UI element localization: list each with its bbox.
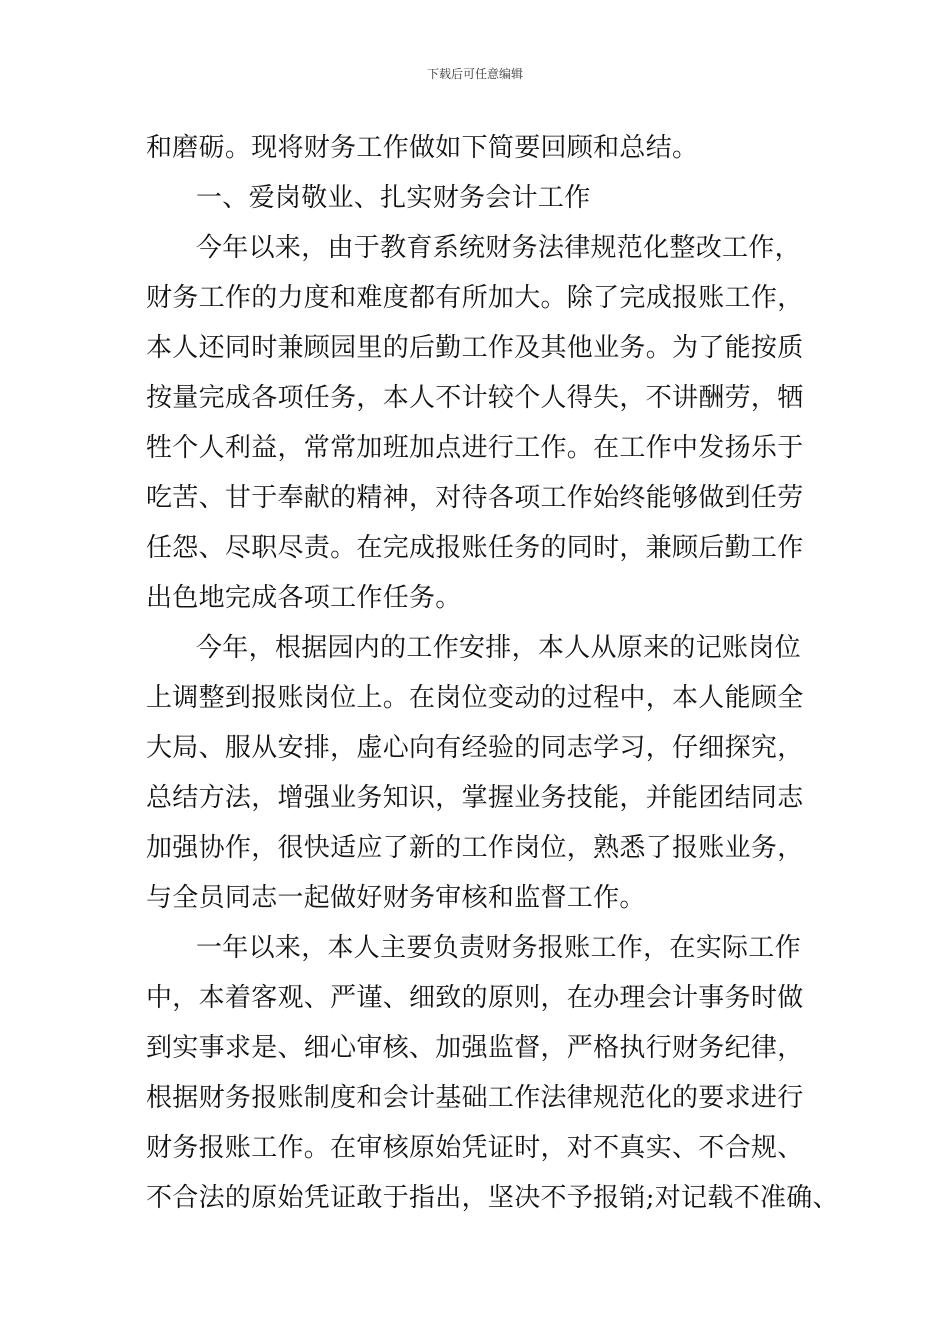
text-line: 中，本着客观、严谨、细致的原则，在办理会计事务时做 bbox=[146, 983, 804, 1013]
text-line: 牲个人利益，常常加班加点进行工作。在工作中发扬乐于 bbox=[146, 433, 804, 463]
text-line: 财务工作的力度和难度都有所加大。除了完成报账工作， bbox=[146, 283, 804, 313]
text-line: 任怨、尽职尽责。在完成报账任务的同时，兼顾后勤工作 bbox=[146, 533, 804, 563]
text-line: 今年，根据园内的工作安排，本人从原来的记账岗位 bbox=[196, 633, 801, 663]
text-line: 不合法的原始凭证敢于指出，坚决不予报销;对记载不准确、 bbox=[146, 1183, 839, 1213]
text-line: 大局、服从安排，虚心向有经验的同志学习，仔细探究， bbox=[146, 733, 804, 763]
text-line: 加强协作，很快适应了新的工作岗位，熟悉了报账业务， bbox=[146, 833, 804, 863]
text-line: 本人还同时兼顾园里的后勤工作及其他业务。为了能按质 bbox=[146, 333, 804, 363]
text-line: 按量完成各项任务，本人不计较个人得失，不讲酬劳，牺 bbox=[146, 383, 804, 413]
text-line: 根据财务报账制度和会计基础工作法律规范化的要求进行 bbox=[146, 1083, 804, 1113]
text-line: 吃苦、甘于奉献的精神，对待各项工作始终能够做到任劳 bbox=[146, 483, 804, 513]
page-header-note: 下载后可任意编辑 bbox=[426, 67, 523, 81]
text-line: 今年以来，由于教育系统财务法律规范化整改工作， bbox=[196, 233, 801, 263]
text-line: 财务报账工作。在审核原始凭证时，对不真实、不合规、 bbox=[146, 1133, 804, 1163]
text-line: 到实事求是、细心审核、加强监督，严格执行财务纪律， bbox=[146, 1033, 804, 1063]
text-line: 总结方法，增强业务知识，掌握业务技能，并能团结同志 bbox=[146, 783, 804, 813]
text-line: 上调整到报账岗位上。在岗位变动的过程中，本人能顾全 bbox=[146, 683, 804, 713]
text-line: 和磨砺。现将财务工作做如下简要回顾和总结。 bbox=[146, 133, 699, 163]
text-line: 与全员同志一起做好财务审核和监督工作。 bbox=[146, 883, 646, 913]
section-heading: 一、爱岗敬业、扎实财务会计工作 bbox=[196, 183, 591, 213]
text-line: 出色地完成各项工作任务。 bbox=[146, 583, 462, 613]
text-line: 一年以来，本人主要负责财务报账工作，在实际工作 bbox=[196, 933, 801, 963]
